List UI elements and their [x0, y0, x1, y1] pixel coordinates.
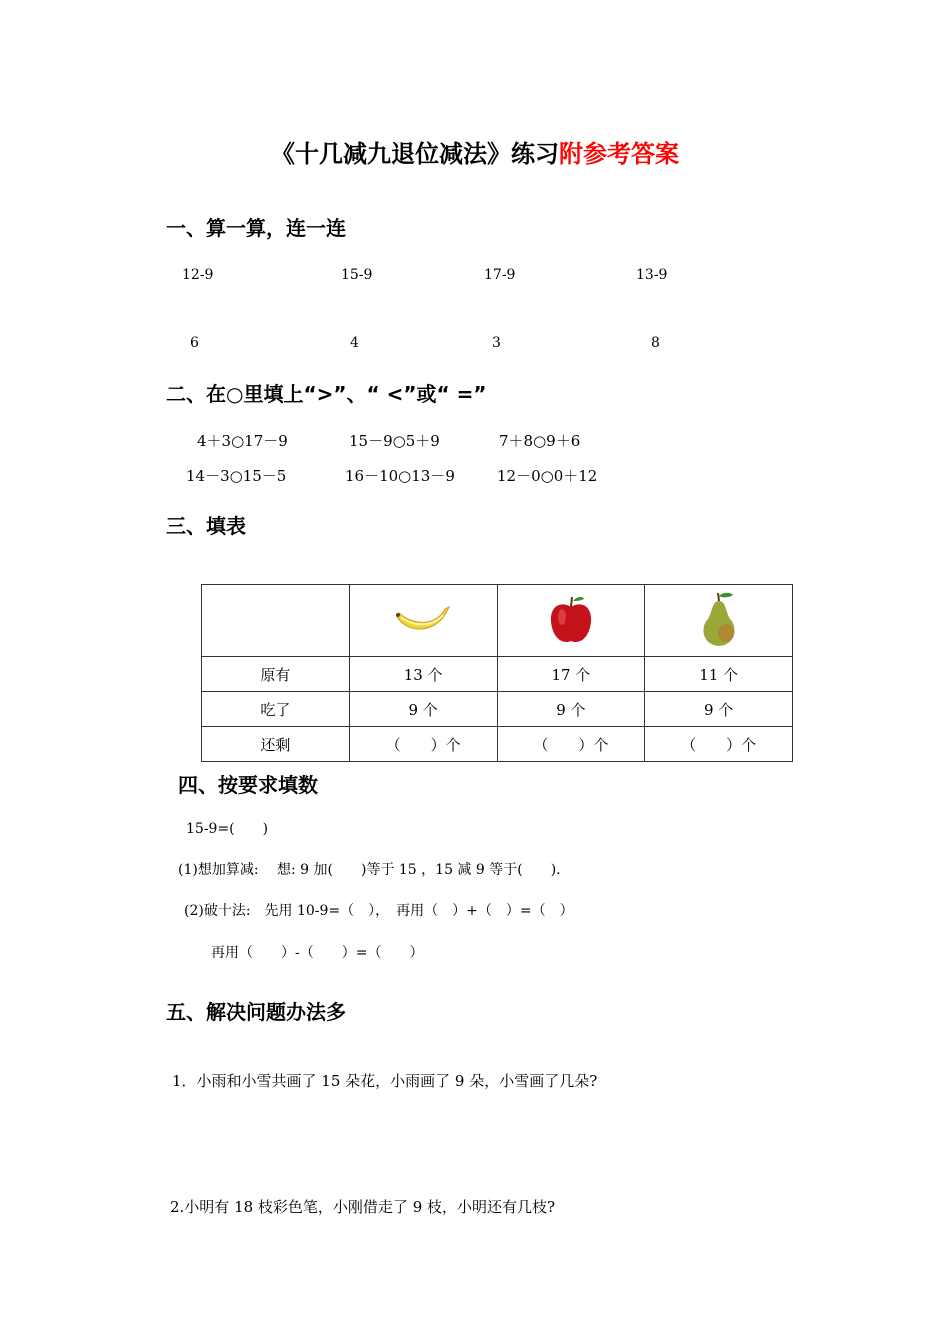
section-4-heading: 四、按要求填数 — [178, 773, 318, 797]
answer-blank-cell[interactable]: （ ）个 — [349, 727, 497, 762]
section-5-heading: 五、解决问题办法多 — [166, 1000, 346, 1024]
section-3-heading: 三、填表 — [166, 514, 246, 538]
pear-cell — [645, 585, 793, 657]
answer: 3 — [492, 335, 501, 351]
comparison: 15－9○5＋9 — [349, 432, 440, 450]
answer-blank-cell[interactable]: （ ）个 — [497, 727, 645, 762]
apple-cell — [497, 585, 645, 657]
title-answer-note: 附参考答案 — [559, 140, 679, 168]
banana-icon — [393, 601, 453, 641]
section-1-heading: 一、算一算，连一连 — [166, 216, 346, 240]
answer: 6 — [190, 335, 199, 351]
comparison: 14－3○15－5 — [186, 467, 287, 485]
pear-icon — [694, 591, 744, 651]
answer-blank-cell[interactable]: （ ）个 — [645, 727, 793, 762]
word-problem-2: 2.小明有 18 枝彩色笔，小刚借走了 9 枝，小明还有几枝? — [170, 1198, 556, 1216]
expression: 15-9 — [341, 267, 373, 283]
answer: 4 — [350, 335, 359, 351]
table-cell: 17 个 — [497, 657, 645, 692]
table-cell: 13 个 — [349, 657, 497, 692]
row-label: 还剩 — [202, 727, 350, 762]
title-main: 《十几减九退位减法》练习 — [271, 140, 559, 168]
table-cell: 11 个 — [645, 657, 793, 692]
comparison: 7＋8○9＋6 — [499, 432, 581, 450]
method-2-continued: 再用（ ）-（ ）=（ ） — [211, 945, 424, 961]
page-title — [0, 134, 950, 169]
expression: 13-9 — [636, 267, 668, 283]
expression: 17-9 — [484, 267, 516, 283]
comparison: 4＋3○17－9 — [197, 432, 288, 450]
row-label: 吃了 — [202, 692, 350, 727]
word-problem-1: 1．小雨和小雪共画了 15 朵花，小雨画了 9 朵，小雪画了几朵? — [172, 1072, 598, 1090]
table-cell: 9 个 — [349, 692, 497, 727]
comparison: 12－0○0＋12 — [497, 467, 598, 485]
empty-header-cell — [202, 585, 350, 657]
section-2-heading: 二、在○里填上“>”、“ <”或“ =” — [166, 382, 487, 406]
banana-cell — [349, 585, 497, 657]
expression: 12-9 — [182, 267, 214, 283]
fruit-table — [201, 584, 793, 762]
answer: 8 — [651, 335, 660, 351]
table-cell: 9 个 — [645, 692, 793, 727]
apple-icon — [546, 593, 596, 649]
comparison: 16－10○13－9 — [345, 467, 455, 485]
method-2: (2)破十法: 先用 10-9=（ ）， 再用（ ）+（ ）=（ ） — [184, 903, 574, 919]
method-1: (1)想加算减: 想: 9 加( )等于 15 ，15 减 9 等于( ). — [178, 862, 561, 878]
problem: 15-9=( ) — [186, 821, 269, 837]
table-cell: 9 个 — [497, 692, 645, 727]
row-label: 原有 — [202, 657, 350, 692]
